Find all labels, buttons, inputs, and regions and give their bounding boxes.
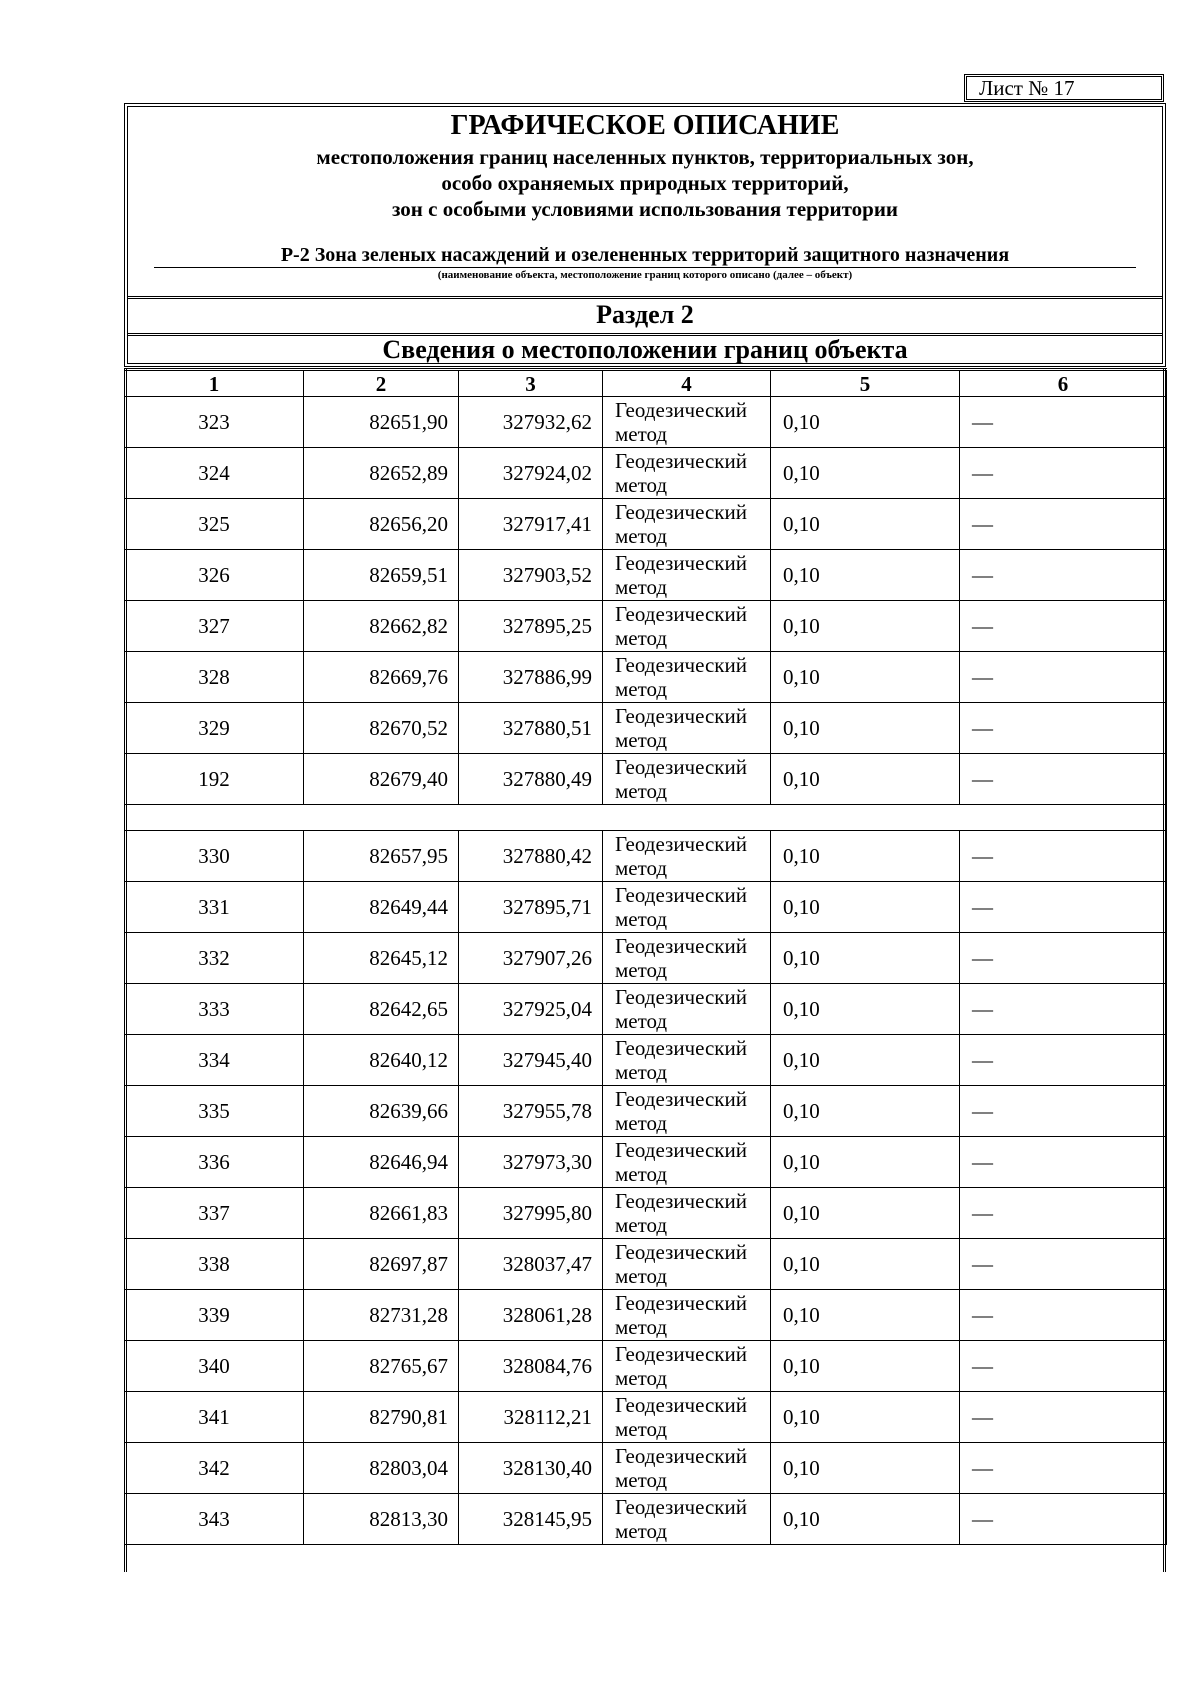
table-row [125, 1392, 1167, 1443]
x-coordinate-cell: 82652,89 [304, 448, 459, 499]
accuracy-cell: 0,10 [771, 882, 960, 933]
method-line: метод [615, 1417, 668, 1441]
description-cell: — [960, 601, 1167, 652]
method-line: Геодезический [615, 1342, 747, 1366]
description-cell: — [960, 703, 1167, 754]
method-line: метод [615, 728, 668, 752]
description-cell: — [960, 397, 1167, 448]
method-cell [603, 1035, 771, 1086]
y-coordinate-cell: 327955,78 [459, 1086, 603, 1137]
accuracy-cell: 0,10 [771, 448, 960, 499]
y-coordinate-cell: 327945,40 [459, 1035, 603, 1086]
method-line: Геодезический [615, 653, 747, 677]
method-line: Геодезический [615, 1087, 747, 1111]
method-line: метод [615, 1009, 668, 1033]
point-number-cell: 331 [125, 882, 304, 933]
point-number-cell: 328 [125, 652, 304, 703]
method-line: метод [615, 1213, 668, 1237]
point-number-cell: 192 [125, 754, 304, 805]
method-line: метод [615, 907, 668, 931]
method-line: Геодезический [615, 1444, 747, 1468]
method-cell [603, 984, 771, 1035]
method-line: метод [615, 1060, 668, 1084]
method-line: Геодезический [615, 832, 747, 856]
method-line: Геодезический [615, 398, 747, 422]
point-number-cell: 336 [125, 1137, 304, 1188]
description-cell: — [960, 448, 1167, 499]
table-row [125, 550, 1167, 601]
y-coordinate-cell: 328112,21 [459, 1392, 603, 1443]
accuracy-cell: 0,10 [771, 1239, 960, 1290]
method-line: метод [615, 626, 668, 650]
contour-separator-row [125, 805, 1167, 831]
y-coordinate-cell: 327932,62 [459, 397, 603, 448]
accuracy-cell: 0,10 [771, 754, 960, 805]
accuracy-cell: 0,10 [771, 1086, 960, 1137]
x-coordinate-cell: 82803,04 [304, 1443, 459, 1494]
x-coordinate-cell: 82645,12 [304, 933, 459, 984]
y-coordinate-cell: 327880,42 [459, 831, 603, 882]
column-header: 2 [304, 370, 459, 397]
description-cell: — [960, 1392, 1167, 1443]
table-right-border [1162, 368, 1166, 1572]
subtitle-line-3: зон с особыми условиями использования территории [391, 197, 899, 221]
y-coordinate-cell: 327907,26 [459, 933, 603, 984]
y-coordinate-cell: 328037,47 [459, 1239, 603, 1290]
description-cell: — [960, 1290, 1167, 1341]
point-number-cell: 332 [125, 933, 304, 984]
method-line: метод [615, 473, 668, 497]
x-coordinate-cell: 82790,81 [304, 1392, 459, 1443]
method-line: метод [615, 422, 668, 446]
method-line: Геодезический [615, 500, 747, 524]
x-coordinate-cell: 82657,95 [304, 831, 459, 882]
method-line: метод [615, 856, 668, 880]
y-coordinate-cell: 328130,40 [459, 1443, 603, 1494]
table-row [125, 882, 1167, 933]
description-cell: — [960, 550, 1167, 601]
accuracy-cell: 0,10 [771, 601, 960, 652]
point-number-cell: 342 [125, 1443, 304, 1494]
object-underline [154, 267, 1136, 268]
subtitle-line-1: местоположения границ населенных пунктов, территориальных зон, [316, 145, 974, 169]
method-line: Геодезический [615, 1138, 747, 1162]
accuracy-cell: 0,10 [771, 1494, 960, 1545]
column-header: 5 [771, 370, 960, 397]
x-coordinate-cell: 82640,12 [304, 1035, 459, 1086]
method-line: метод [615, 524, 668, 548]
description-cell: — [960, 1239, 1167, 1290]
x-coordinate-cell: 82731,28 [304, 1290, 459, 1341]
method-line: метод [615, 958, 668, 982]
point-number-cell: 327 [125, 601, 304, 652]
accuracy-cell: 0,10 [771, 1290, 960, 1341]
object-caption: (наименование объекта, местоположение границ которого описано (далее – объект) [437, 269, 853, 281]
description-cell: — [960, 1188, 1167, 1239]
point-number-cell: 341 [125, 1392, 304, 1443]
description-cell: — [960, 1086, 1167, 1137]
method-cell [603, 397, 771, 448]
x-coordinate-cell: 82651,90 [304, 397, 459, 448]
x-coordinate-cell: 82669,76 [304, 652, 459, 703]
y-coordinate-cell: 327895,25 [459, 601, 603, 652]
method-line: Геодезический [615, 1036, 747, 1060]
point-number-cell: 329 [125, 703, 304, 754]
method-line: метод [615, 1366, 668, 1390]
method-line: метод [615, 575, 668, 599]
x-coordinate-cell: 82656,20 [304, 499, 459, 550]
point-number-cell: 323 [125, 397, 304, 448]
point-number-cell: 340 [125, 1341, 304, 1392]
method-cell [603, 1137, 771, 1188]
method-cell [603, 1188, 771, 1239]
column-header: 3 [459, 370, 603, 397]
method-cell [603, 754, 771, 805]
method-cell [603, 550, 771, 601]
point-number-cell: 335 [125, 1086, 304, 1137]
table-row [125, 1035, 1167, 1086]
description-cell: — [960, 933, 1167, 984]
point-number-cell: 325 [125, 499, 304, 550]
table-row [125, 1137, 1167, 1188]
x-coordinate-cell: 82662,82 [304, 601, 459, 652]
y-coordinate-cell: 327880,49 [459, 754, 603, 805]
y-coordinate-cell: 327895,71 [459, 882, 603, 933]
y-coordinate-cell: 327880,51 [459, 703, 603, 754]
y-coordinate-cell: 328061,28 [459, 1290, 603, 1341]
description-cell: — [960, 1443, 1167, 1494]
point-number-cell: 337 [125, 1188, 304, 1239]
column-header-row [125, 370, 1167, 397]
table-row [125, 1086, 1167, 1137]
table-row [125, 1188, 1167, 1239]
method-line: метод [615, 1315, 668, 1339]
point-number-cell: 334 [125, 1035, 304, 1086]
x-coordinate-cell: 82765,67 [304, 1341, 459, 1392]
method-line: Геодезический [615, 1240, 747, 1264]
table-row [125, 754, 1167, 805]
table-row [125, 1239, 1167, 1290]
table-row [125, 1494, 1167, 1545]
description-cell: — [960, 652, 1167, 703]
accuracy-cell: 0,10 [771, 1341, 960, 1392]
section-number: Раздел 2 [596, 300, 694, 329]
table-row [125, 1341, 1167, 1392]
method-cell [603, 831, 771, 882]
method-line: Геодезический [615, 934, 747, 958]
table-row [125, 831, 1167, 882]
point-number-cell: 324 [125, 448, 304, 499]
method-line: Геодезический [615, 883, 747, 907]
table-row [125, 703, 1167, 754]
x-coordinate-cell: 82659,51 [304, 550, 459, 601]
description-cell: — [960, 1137, 1167, 1188]
description-cell: — [960, 984, 1167, 1035]
sheet-number: Лист № 17 [964, 74, 1164, 102]
x-coordinate-cell: 82639,66 [304, 1086, 459, 1137]
y-coordinate-cell: 327995,80 [459, 1188, 603, 1239]
method-line: Геодезический [615, 985, 747, 1009]
accuracy-cell: 0,10 [771, 652, 960, 703]
point-number-cell: 333 [125, 984, 304, 1035]
method-line: Геодезический [615, 1393, 747, 1417]
y-coordinate-cell: 327886,99 [459, 652, 603, 703]
coordinates-table [124, 368, 1167, 1545]
table-row [125, 397, 1167, 448]
y-coordinate-cell: 327903,52 [459, 550, 603, 601]
method-line: метод [615, 1468, 668, 1492]
accuracy-cell: 0,10 [771, 831, 960, 882]
method-cell [603, 703, 771, 754]
method-cell [603, 1443, 771, 1494]
method-cell [603, 933, 771, 984]
method-line: Геодезический [615, 704, 747, 728]
method-line: Геодезический [615, 1291, 747, 1315]
method-line: метод [615, 1111, 668, 1135]
column-header: 4 [603, 370, 771, 397]
table-row [125, 448, 1167, 499]
method-line: Геодезический [615, 551, 747, 575]
accuracy-cell: 0,10 [771, 933, 960, 984]
table-row [125, 1443, 1167, 1494]
accuracy-cell: 0,10 [771, 1188, 960, 1239]
accuracy-cell: 0,10 [771, 1392, 960, 1443]
method-cell [603, 1392, 771, 1443]
method-cell [603, 652, 771, 703]
method-cell [603, 1290, 771, 1341]
x-coordinate-cell: 82670,52 [304, 703, 459, 754]
x-coordinate-cell: 82661,83 [304, 1188, 459, 1239]
method-line: метод [615, 779, 668, 803]
point-number-cell: 343 [125, 1494, 304, 1545]
description-cell: — [960, 499, 1167, 550]
method-cell [603, 1494, 771, 1545]
description-cell: — [960, 1494, 1167, 1545]
method-line: метод [615, 1519, 668, 1543]
accuracy-cell: 0,10 [771, 984, 960, 1035]
description-cell: — [960, 1341, 1167, 1392]
x-coordinate-cell: 82649,44 [304, 882, 459, 933]
x-coordinate-cell: 82642,65 [304, 984, 459, 1035]
separator-cell [125, 805, 1167, 831]
x-coordinate-cell: 82679,40 [304, 754, 459, 805]
description-cell: — [960, 1035, 1167, 1086]
section-title: Сведения о местоположении границ объекта [382, 335, 908, 364]
point-number-cell: 338 [125, 1239, 304, 1290]
table-row [125, 652, 1167, 703]
method-cell [603, 601, 771, 652]
accuracy-cell: 0,10 [771, 1035, 960, 1086]
column-header: 6 [960, 370, 1167, 397]
method-line: Геодезический [615, 1189, 747, 1213]
y-coordinate-cell: 327924,02 [459, 448, 603, 499]
object-name: Р-2 Зона зеленых насаждений и озелененных территорий защитного назначения [280, 244, 1010, 266]
document-title: ГРАФИЧЕСКОЕ ОПИСАНИЕ [450, 110, 840, 141]
accuracy-cell: 0,10 [771, 397, 960, 448]
y-coordinate-cell: 327917,41 [459, 499, 603, 550]
method-cell [603, 1341, 771, 1392]
table-row [125, 601, 1167, 652]
x-coordinate-cell: 82646,94 [304, 1137, 459, 1188]
table-row [125, 984, 1167, 1035]
point-number-cell: 326 [125, 550, 304, 601]
method-cell [603, 1239, 771, 1290]
table-left-border [124, 368, 128, 1572]
y-coordinate-cell: 328145,95 [459, 1494, 603, 1545]
accuracy-cell: 0,10 [771, 703, 960, 754]
point-number-cell: 339 [125, 1290, 304, 1341]
method-line: Геодезический [615, 449, 747, 473]
divider [128, 296, 1162, 299]
table-row [125, 933, 1167, 984]
method-cell [603, 882, 771, 933]
point-number-cell: 330 [125, 831, 304, 882]
document-header [124, 103, 1166, 367]
method-cell [603, 448, 771, 499]
y-coordinate-cell: 328084,76 [459, 1341, 603, 1392]
method-cell [603, 499, 771, 550]
method-line: Геодезический [615, 602, 747, 626]
method-line: Геодезический [615, 755, 747, 779]
y-coordinate-cell: 327925,04 [459, 984, 603, 1035]
method-line: метод [615, 1162, 668, 1186]
description-cell: — [960, 831, 1167, 882]
accuracy-cell: 0,10 [771, 550, 960, 601]
table-row [125, 1290, 1167, 1341]
method-line: Геодезический [615, 1495, 747, 1519]
accuracy-cell: 0,10 [771, 1137, 960, 1188]
column-header: 1 [125, 370, 304, 397]
table-row [125, 499, 1167, 550]
method-line: метод [615, 677, 668, 701]
accuracy-cell: 0,10 [771, 1443, 960, 1494]
subtitle-line-2: особо охраняемых природных территорий, [441, 171, 849, 195]
description-cell: — [960, 754, 1167, 805]
y-coordinate-cell: 327973,30 [459, 1137, 603, 1188]
accuracy-cell: 0,10 [771, 499, 960, 550]
method-line: метод [615, 1264, 668, 1288]
x-coordinate-cell: 82813,30 [304, 1494, 459, 1545]
x-coordinate-cell: 82697,87 [304, 1239, 459, 1290]
method-cell [603, 1086, 771, 1137]
description-cell: — [960, 882, 1167, 933]
